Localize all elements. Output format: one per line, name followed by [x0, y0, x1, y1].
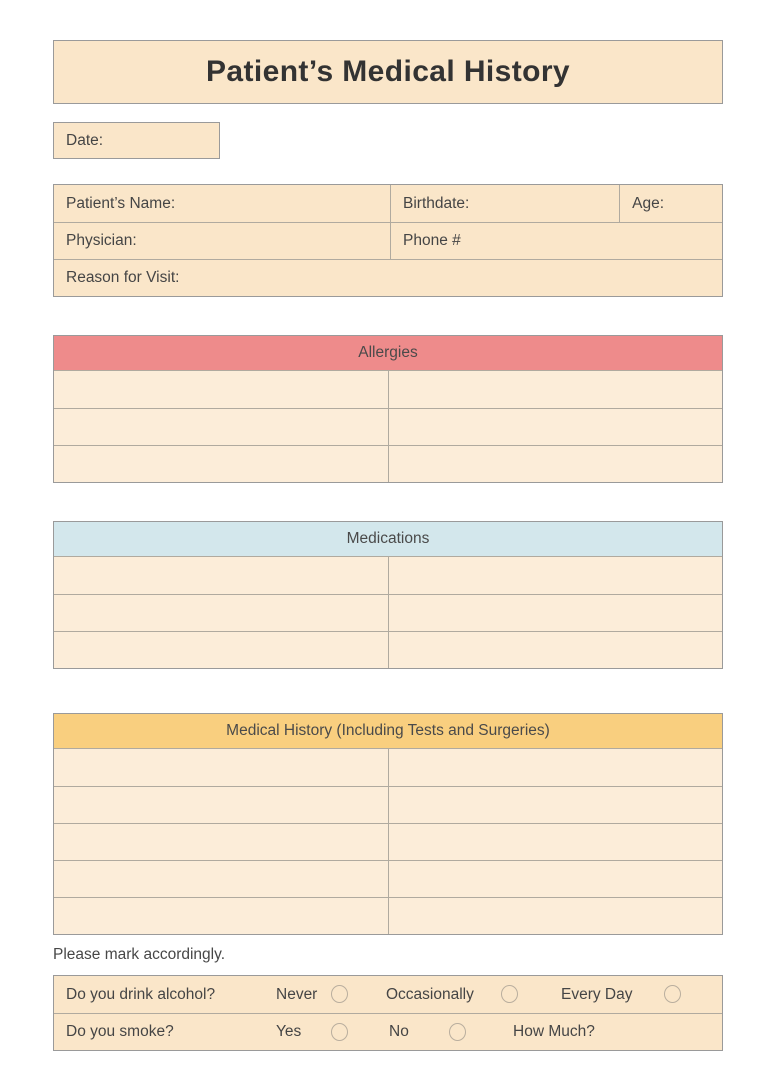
- allergies-row: [54, 408, 722, 445]
- birthdate-field[interactable]: [390, 185, 619, 222]
- medical-history-cell[interactable]: [54, 749, 388, 786]
- alcohol-question-label: Do you drink alcohol?: [66, 985, 216, 1003]
- medical-history-cell[interactable]: [54, 861, 388, 897]
- alcohol-option-everyday-label: Every Day: [561, 985, 633, 1003]
- date-field[interactable]: [53, 122, 220, 159]
- allergies-cell[interactable]: [388, 371, 722, 408]
- page-title: Patient’s Medical History: [206, 55, 570, 88]
- smoke-option-yes-label: Yes: [276, 1023, 302, 1040]
- medical-history-header: [54, 714, 722, 749]
- medications-cell[interactable]: [54, 595, 388, 631]
- info-row-3: [54, 259, 722, 296]
- medical-history-row: [54, 823, 722, 860]
- medical-history-row: [54, 749, 722, 786]
- medical-history-cell[interactable]: [388, 824, 722, 860]
- reason-for-visit-label: Reason for Visit:: [66, 269, 180, 286]
- patient-name-field[interactable]: [54, 185, 390, 222]
- allergies-row: [54, 445, 722, 482]
- reason-for-visit-field[interactable]: [54, 260, 722, 296]
- smoke-no-radio[interactable]: [449, 1023, 466, 1041]
- alcohol-occasionally-radio[interactable]: [501, 985, 518, 1003]
- medical-history-cell[interactable]: [388, 861, 722, 897]
- medications-table: [53, 521, 723, 669]
- alcohol-never-radio[interactable]: [331, 985, 348, 1003]
- allergies-cell[interactable]: [54, 409, 388, 445]
- lifestyle-questions-table: [53, 975, 723, 1051]
- medical-history-row: [54, 860, 722, 897]
- medical-history-cell[interactable]: [388, 898, 722, 934]
- allergies-cell[interactable]: [54, 446, 388, 482]
- medical-history-cell[interactable]: [54, 787, 388, 823]
- medical-history-cell[interactable]: [388, 749, 722, 786]
- allergies-title: Allergies: [358, 344, 418, 361]
- smoke-yes-radio[interactable]: [331, 1023, 348, 1041]
- medical-history-title: Medical History (Including Tests and Surgeries): [226, 722, 550, 739]
- age-label: Age:: [632, 194, 664, 212]
- medications-cell[interactable]: [388, 595, 722, 631]
- medical-history-row: [54, 786, 722, 823]
- phone-field[interactable]: [390, 223, 722, 259]
- allergies-table: [53, 335, 723, 483]
- age-field[interactable]: [619, 185, 722, 222]
- info-row-1: [54, 185, 722, 222]
- smoke-question-row: [54, 1013, 722, 1050]
- medical-history-cell[interactable]: [388, 787, 722, 823]
- alcohol-option-never-label: Never: [276, 985, 318, 1003]
- medications-row: [54, 631, 722, 668]
- form-title-box: [53, 40, 723, 104]
- smoke-option-no-label: No: [389, 1023, 409, 1040]
- phone-label: Phone #: [403, 232, 461, 249]
- smoke-how-much-label: How Much?: [513, 1023, 595, 1040]
- physician-field[interactable]: [54, 223, 390, 259]
- medical-history-cell[interactable]: [54, 898, 388, 934]
- allergies-cell[interactable]: [54, 371, 388, 408]
- date-label: Date:: [66, 131, 104, 149]
- medications-cell[interactable]: [388, 557, 722, 594]
- medications-row: [54, 557, 722, 594]
- alcohol-everyday-radio[interactable]: [664, 985, 681, 1003]
- mark-accordingly-note: Please mark accordingly.: [53, 946, 226, 963]
- medications-cell[interactable]: [54, 557, 388, 594]
- medications-cell[interactable]: [388, 632, 722, 668]
- alcohol-question-row: [54, 976, 722, 1013]
- medical-history-cell[interactable]: [54, 824, 388, 860]
- allergies-row: [54, 371, 722, 408]
- medications-header: [54, 522, 722, 557]
- medical-history-table: [53, 713, 723, 935]
- allergies-cell[interactable]: [388, 409, 722, 445]
- medications-row: [54, 594, 722, 631]
- patient-info-table: [53, 184, 723, 297]
- medications-title: Medications: [346, 530, 430, 547]
- medical-history-row: [54, 897, 722, 934]
- allergies-header: [54, 336, 722, 371]
- alcohol-option-occasionally-label: Occasionally: [386, 985, 474, 1003]
- medications-cell[interactable]: [54, 632, 388, 668]
- allergies-cell[interactable]: [388, 446, 722, 482]
- smoke-question-label: Do you smoke?: [66, 1023, 174, 1040]
- birthdate-label: Birthdate:: [403, 194, 470, 212]
- patient-name-label: Patient’s Name:: [66, 194, 176, 212]
- info-row-2: [54, 222, 722, 259]
- physician-label: Physician:: [66, 232, 137, 249]
